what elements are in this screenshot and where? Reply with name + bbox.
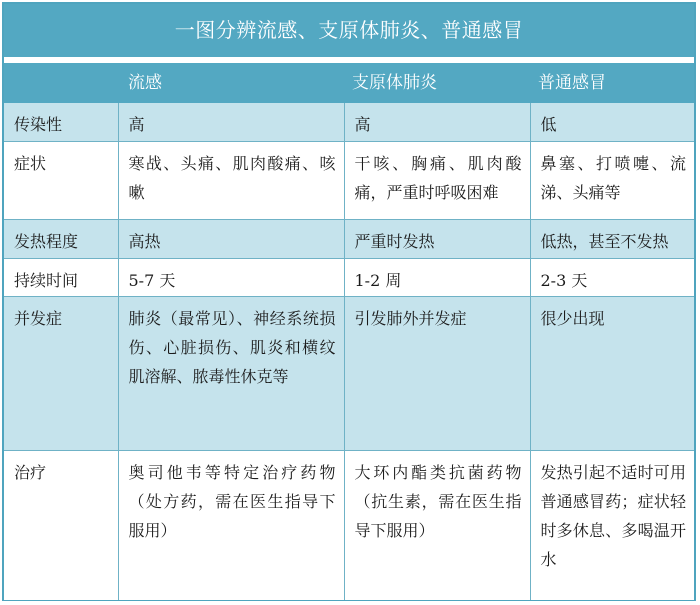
cell-flu: 高 [118,103,344,141]
cell-flu: 肺炎（最常见）、神经系统损伤、心脏损伤、肌炎和横纹肌溶解、脓毒性休克等 [118,296,344,450]
cell-cold: 发热引起不适时可用普通感冒药；症状轻时多休息、多喝温开水 [530,450,694,600]
comparison-table [4,103,694,600]
table-row [4,103,694,141]
table-row [4,450,694,600]
cell-flu: 5-7 天 [118,258,344,296]
table-header [4,61,694,103]
cell-mycoplasma: 高 [344,103,530,141]
row-label: 症状 [4,141,118,219]
cell-flu: 奥司他韦等特定治疗药物（处方药，需在医生指导下服用） [118,450,344,600]
cell-mycoplasma: 引发肺外并发症 [344,296,530,450]
cell-mycoplasma: 干咳、胸痛、肌肉酸痛，严重时呼吸困难 [344,141,530,219]
row-label: 持续时间 [4,258,118,296]
cell-flu: 寒战、头痛、肌肉酸痛、咳嗽 [118,141,344,219]
cell-flu: 高热 [118,219,344,258]
table-row [4,258,694,296]
row-label: 并发症 [4,296,118,450]
cell-cold: 低热，甚至不发热 [530,219,694,258]
cell-mycoplasma: 严重时发热 [344,219,530,258]
cell-cold: 很少出现 [530,296,694,450]
column-header-mycoplasma: 支原体肺炎 [352,73,437,93]
table-row [4,296,694,450]
cell-cold: 2-3 天 [530,258,694,296]
cell-cold: 鼻塞、打喷嚏、流涕、头痛等 [530,141,694,219]
row-label: 发热程度 [4,219,118,258]
column-header-cold: 普通感冒 [538,73,606,93]
table-row [4,141,694,219]
column-header-flu: 流感 [128,73,162,93]
cell-mycoplasma: 1-2 周 [344,258,530,296]
cell-cold: 低 [530,103,694,141]
comparison-card [2,2,696,601]
page-title: 一图分辨流感、支原体肺炎、普通感冒 [4,4,694,57]
cell-mycoplasma: 大环内酯类抗菌药物（抗生素，需在医生指导下服用） [344,450,530,600]
table-row [4,219,694,258]
row-label: 治疗 [4,450,118,600]
row-label: 传染性 [4,103,118,141]
